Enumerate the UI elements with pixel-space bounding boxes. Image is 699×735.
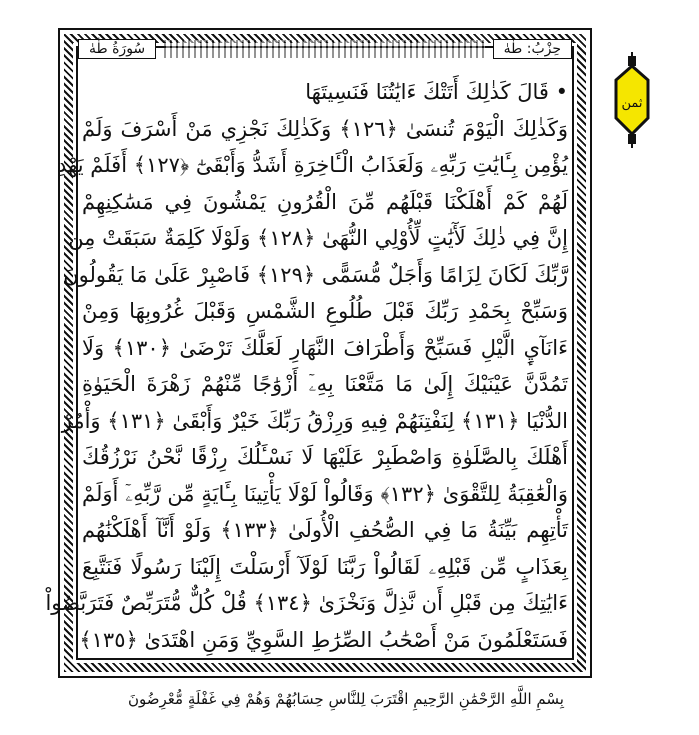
page-header <box>78 36 572 62</box>
text-line: فَسَتَعْلَمُونَ مَنْ أَصْحَٰبُ الصِّرَٰطِ السَّوِيِّ وَمَنِ اهْتَدَىٰ ﴿١٣٥﴾ <box>79 627 568 652</box>
page-frame <box>45 28 592 678</box>
text-line: وَالْعَٰقِبَةُ لِلتَّقْوَىٰ ﴿١٣٢﴾ وَقَالُواْ لَوْلَا يَأْتِينَا بِـَٔايَةٍ مِّن رَّبِّهِۦٓ أَوَلَمْ <box>82 481 568 506</box>
text-line: أَهْلَكَ بِالصَّلَوٰةِ وَاصْطَبِرْ عَلَيْهَا لَا نَسْـَٔلُكَ رِزْقًا نَّحْنُ نَرْزُقُكَ <box>82 445 568 469</box>
text-line: يُؤْمِن بِـَٔايَٰتِ رَبِّهِۦ وَلَعَذَابُ الْـَٔاخِرَةِ أَشَدُّ وَأَبْقَىٰٓ ﴿١٢٧﴾ أَفَلَمْ يَهْدِ <box>57 153 568 177</box>
hizb-medallion <box>612 52 652 148</box>
text-line: تَأْتِهِم بَيِّنَةُ مَا فِي الصُّحُفِ الْأُولَىٰ ﴿١٣٣﴾ وَلَوْ أَنَّآ أَهْلَكْنَٰهُم <box>82 518 568 542</box>
surah-label: سُورَةُ طٰهٰ <box>78 39 156 59</box>
text-line: لَهُمْ كَمْ أَهْلَكْنَا قَبْلَهُم مِّنَ الْقُرُونِ يَمْشُونَ فِي مَسَٰكِنِهِمْ <box>82 189 568 214</box>
medallion-label: ثمن <box>621 96 643 111</box>
text-line: وَسَبِّحْ بِحَمْدِ رَبِّكَ قَبْلَ طُلُوعِ الشَّمْسِ وَقَبْلَ غُرُوبِهَا وَمِنْ <box>82 299 568 323</box>
text-line: تَمُدَّنَّ عَيْنَيْكَ إِلَىٰ مَا مَتَّعْنَا بِهِۦٓ أَزْوَٰجًا مِّنْهُمْ زَهْرَةَ الْحَيَوٰةِ <box>82 372 568 396</box>
header-ornament <box>164 40 484 58</box>
text-line: إِنَّ فِي ذٰلِكَ لَأٓيَٰتٍ لِّأُوْلِي النُّهَىٰ ﴿١٢٨﴾ وَلَوْلَا كَلِمَةٌ سَبَقَتْ مِن <box>68 226 568 250</box>
text-line: ءَايَٰتِكَ مِن قَبْلِ أَن نَّذِلَّ وَنَخْزَىٰ ﴿١٣٤﴾ قُلْ كُلٌّ مُّتَرَبِّصٌ فَتَرَبَّصُواْ <box>45 591 568 615</box>
quran-text <box>45 74 568 658</box>
text-line: • قَالَ كَذٰلِكَ أَتَتْكَ ءَايَٰتُنَا فَنَسِيتَهَا <box>305 80 568 104</box>
hizb-label: حِزْبُ: طٰهٰ <box>493 39 572 59</box>
next-surah-basmala: بِسْمِ اللَّهِ الرَّحْمَٰنِ الرَّحِيمِ اقْتَرَبَ لِلنَّاسِ حِسَابُهُمْ وَهُمْ فِي غَفْلَةٍ مُّعْرِضُونَ <box>128 690 564 708</box>
text-line: رَّبِّكَ لَكَانَ لِزَامًا وَأَجَلٌ مُّسَمًّى ﴿١٢٩﴾ فَاصْبِرْ عَلَىٰ مَا يَقُولُونَ <box>63 262 568 287</box>
text-line: الدُّنْيَا ﴿١٣١﴾ لِنَفْتِنَهُمْ فِيهِ وَرِزْقُ رَبِّكَ خَيْرٌ وَأَبْقَىٰ ﴿١٣١﴾ وَأْمُرْ <box>61 408 568 433</box>
text-line: بِعَذَابٍ مِّن قَبْلِهِۦ لَقَالُواْ رَبَّنَا لَوْلَآ أَرْسَلْتَ إِلَيْنَا رَسُولًا فَنَتَّبِعَ <box>82 554 568 579</box>
text-line: ءَانَآيِٕ الَّيْلِ فَسَبِّحْ وَأَطْرَافَ النَّهَارِ لَعَلَّكَ تَرْضَىٰ ﴿١٣٠﴾ وَلَا <box>82 335 568 360</box>
text-line: وَكَذٰلِكَ الْيَوْمَ تُنسَىٰ ﴿١٢٦﴾ وَكَذٰلِكَ نَجْزِي مَنْ أَسْرَفَ وَلَمْ <box>82 116 568 141</box>
